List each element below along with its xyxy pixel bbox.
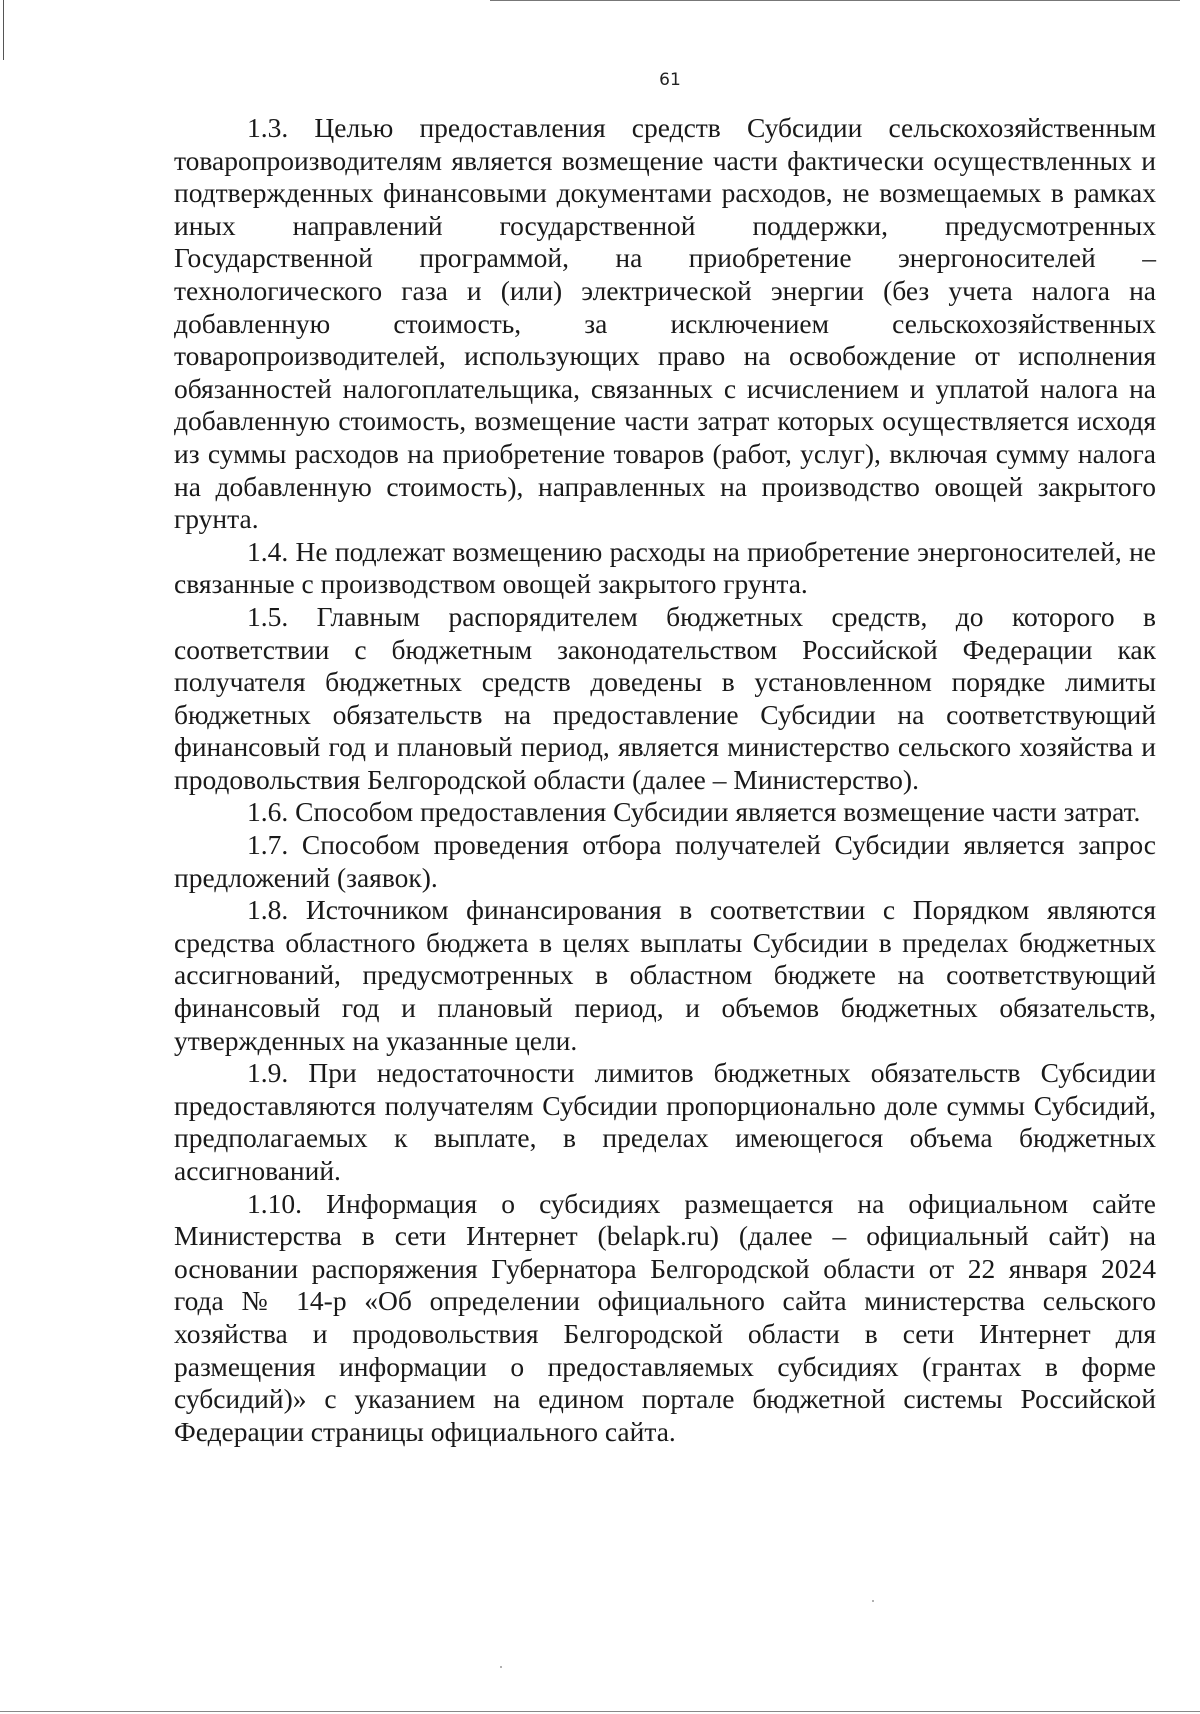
scan-speck bbox=[872, 1600, 874, 1602]
paragraph-1-7: 1.7. Способом проведения отбора получателей Субсидии является запрос предложений (заявок). bbox=[174, 829, 1156, 893]
paragraph-1-9: 1.9. При недостаточности лимитов бюджетных обязательств Субсидии предоставляются получателям Субсидии пропорционально доле суммы Субсидий, предполагаемых к выплате, в пределах имеющегося объема бюджетных ассигнований. bbox=[174, 1057, 1156, 1186]
paragraph-1-4: 1.4. Не подлежат возмещению расходы на приобретение энергоносителей, не связанные с производством овощей закрытого грунта. bbox=[174, 535, 1156, 600]
scan-edge-left bbox=[3, 0, 4, 60]
paragraph-1-5: 1.5. Главным распорядителем бюджетных средств, до которого в соответствии с бюджетным законодательством Российской Федерации как получателя бюджетных средств доведены в установленном порядке лимиты бюджетных обязательств на предоставление Субсидии на соответствующий финансовый год и плановый период, является министерство сельского хозяйства и продовольствия Белгородской области (далее – Министерство). bbox=[174, 600, 1156, 795]
scan-edge-bottom bbox=[0, 1711, 1200, 1712]
document-body bbox=[174, 112, 1156, 1448]
page-number: 61 bbox=[659, 70, 681, 90]
scan-speck bbox=[500, 1666, 502, 1668]
paragraph-1-3: 1.3. Целью предоставления средств Субсидии сельскохозяйственным товаропроизводителям является возмещение части фактически осуществленных и подтвержденных финансовыми документами расходов, не возмещаемых в рамках иных направлений государственной поддержки, предусмотренных Государственной программой, на приобретение энергоносителей – технологического газа и (или) электрической энергии (без учета налога на добавленную стоимость, за исключением сельскохозяйственных товаропроизводителей, использующих право на освобождение от исполнения обязанностей налогоплательщика, связанных с исчислением и уплатой налога на добавленную стоимость, возмещение части затрат которых осуществляется исходя из суммы расходов на приобретение товаров (работ, услуг), включая сумму налога на добавленную стоимость), направленных на производство овощей закрытого грунта. bbox=[174, 112, 1156, 535]
paragraph-1-6: 1.6. Способом предоставления Субсидии является возмещение части затрат. bbox=[247, 796, 1141, 828]
paragraph-1-10: 1.10. Информация о субсидиях размещается на официальном сайте Министерства в сети Интернет (belapk.ru) (далее – официальный сайт) на основании распоряжения Губернатора Белгородской области от 22 января 2024 года № 14-р «Об определении официального сайта министерства сельского хозяйства и продовольствия Белгородской области в сети Интернет для размещения информации о предоставляемых субсидиях (грантах в форме субсидий)» с указанием на едином портале бюджетной системы Российской Федерации страницы официального сайта. bbox=[174, 1187, 1156, 1447]
scan-edge-top bbox=[490, 0, 1180, 1]
paragraph-1-8: 1.8. Источником финансирования в соответствии с Порядком являются средства областного бюджета в целях выплаты Субсидии в пределах бюджетных ассигнований, предусмотренных в областном бюджете на соответствующий финансовый год и плановый период, и объемов бюджетных обязательств, утвержденных на указанные цели. bbox=[174, 894, 1156, 1056]
